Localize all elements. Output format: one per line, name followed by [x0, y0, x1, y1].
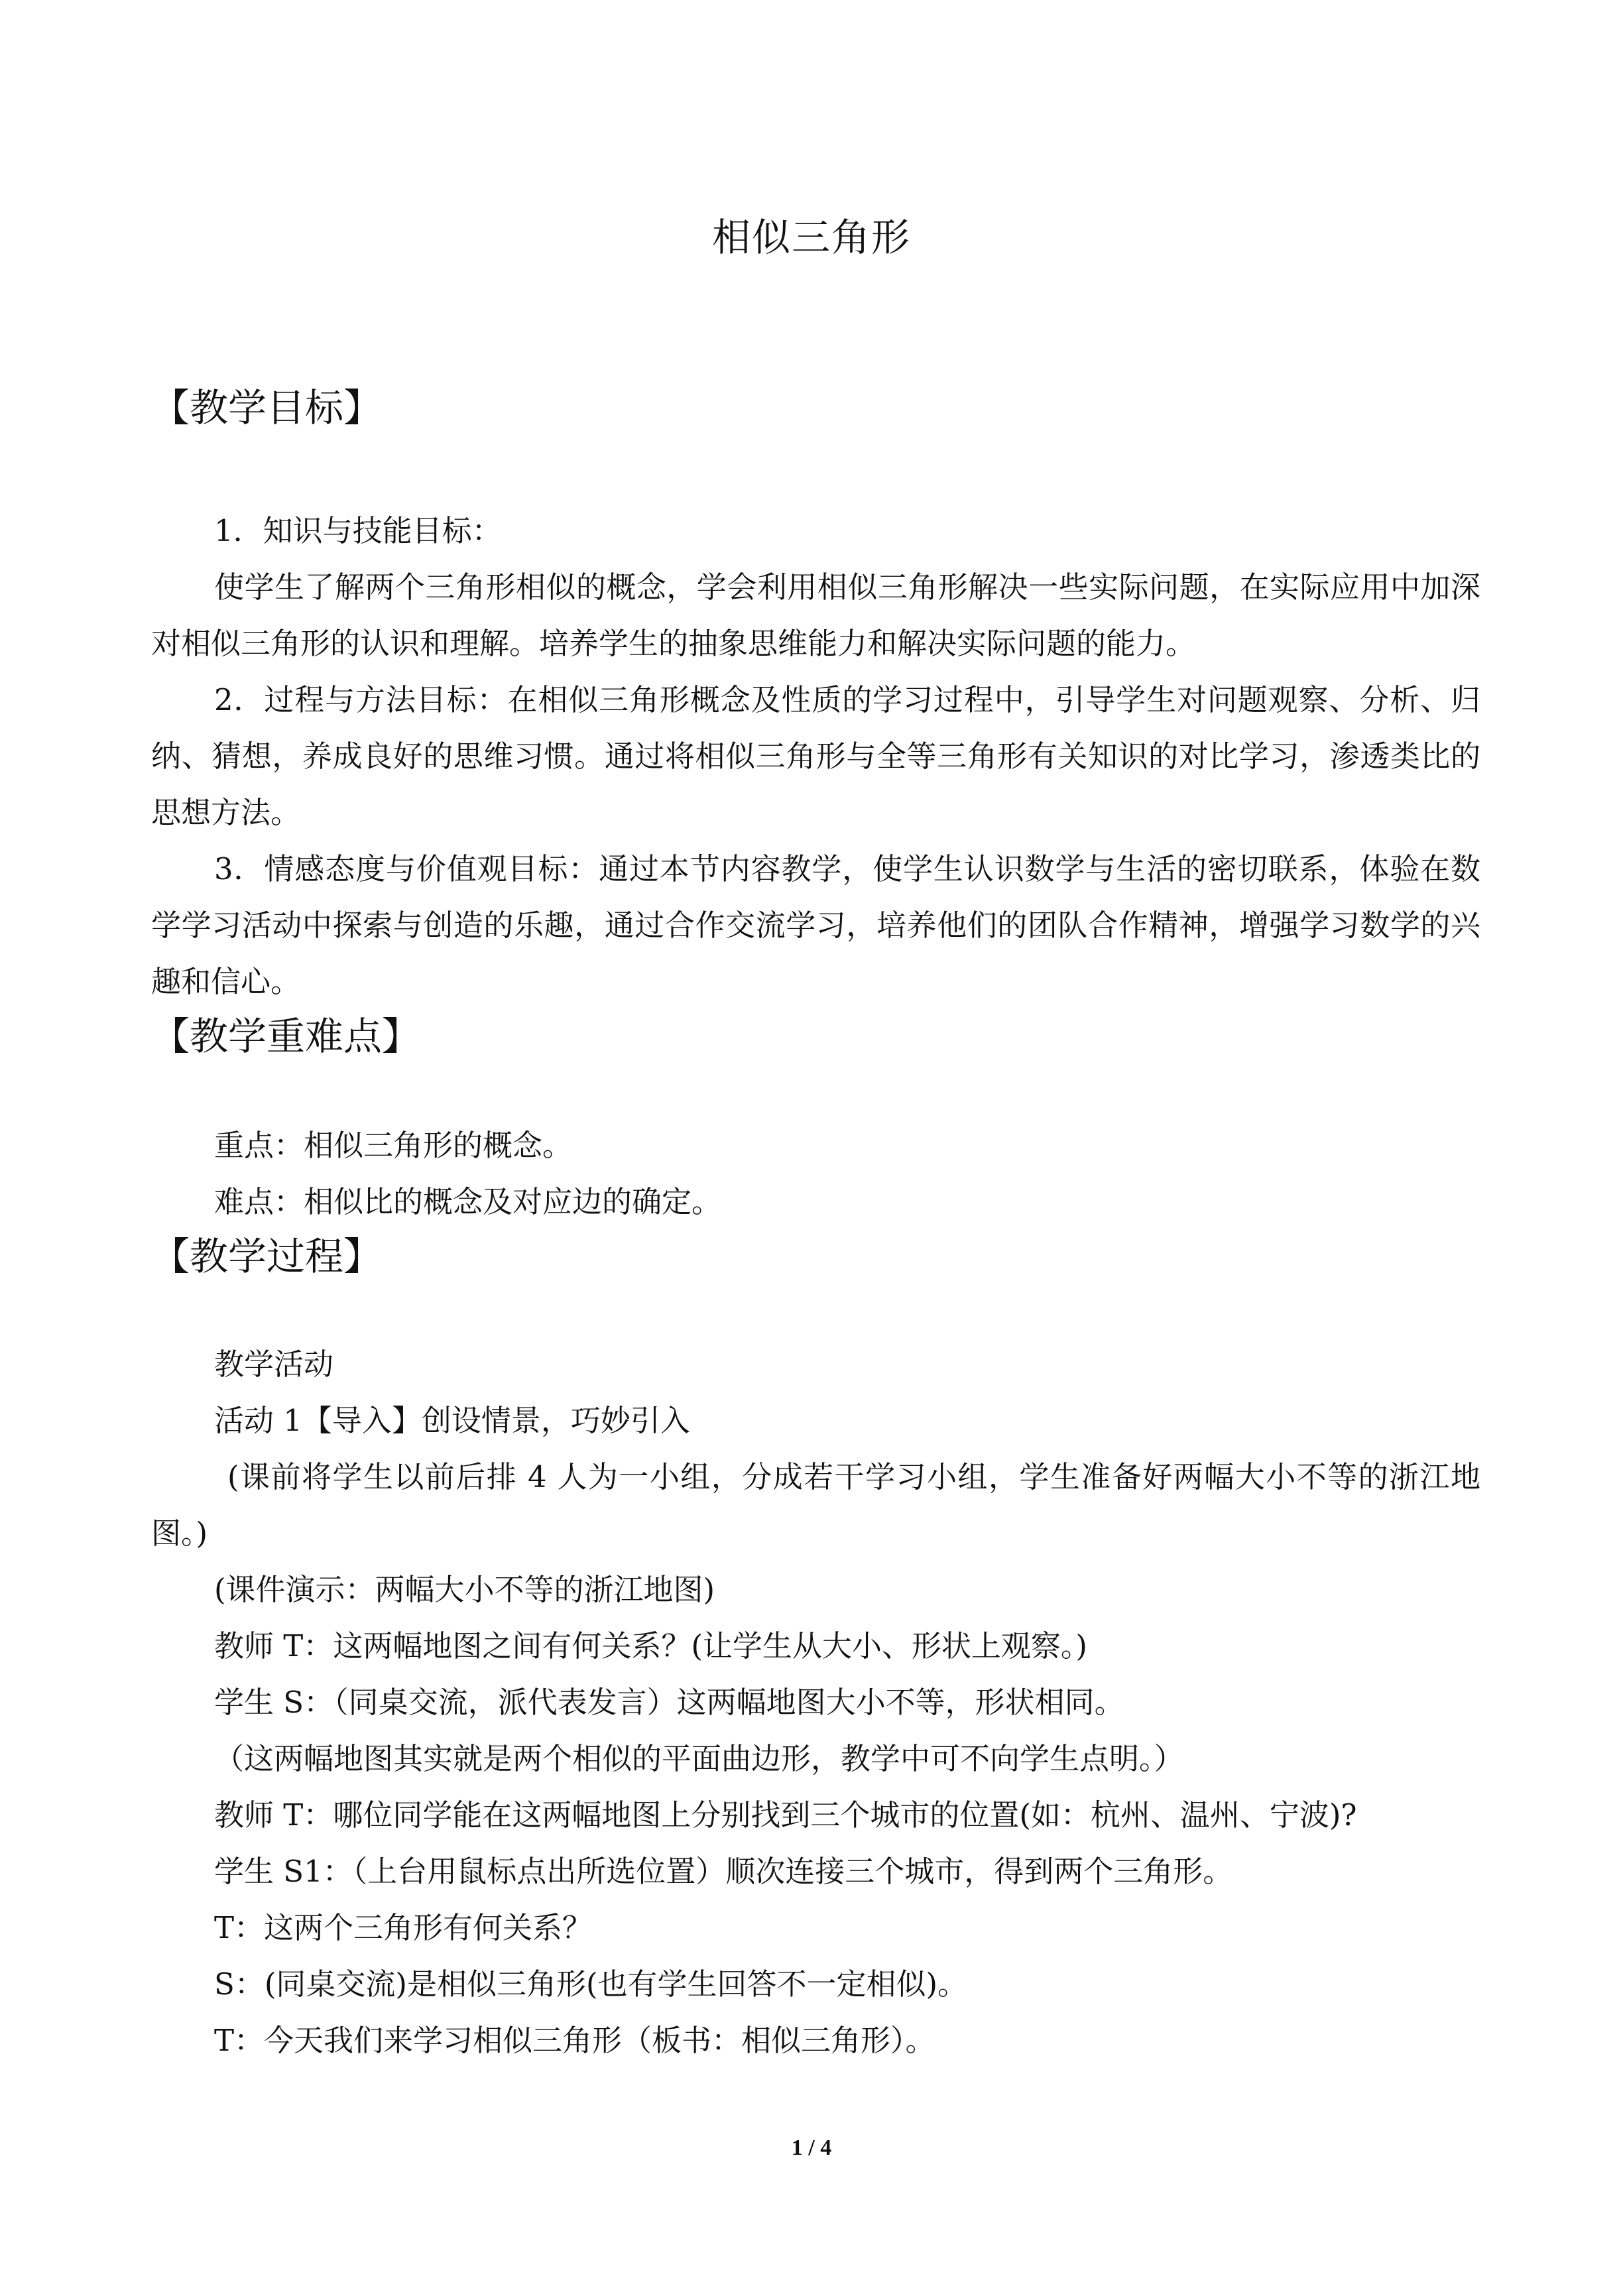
process-line: T：今天我们来学习相似三角形（板书：相似三角形）。	[214, 2023, 935, 2058]
process-line: 教学活动	[214, 1347, 334, 1382]
objective-1-text: 使学生了解两个三角形相似的概念，学会利用相似三角形解决一些实际问题，在实际应用中加深对相似三角形的认识和理解。培养学生的抽象思维能力和解决实际问题的能力。	[151, 570, 1480, 661]
process-line: 学生 S：（同桌交流，派代表发言）这两幅地图大小不等，形状相同。	[214, 1685, 1124, 1720]
process-line: 学生 S1：（上台用鼠标点出所选位置）顺次连接三个城市，得到两个三角形。	[214, 1854, 1233, 1889]
key-point: 重点：相似三角形的概念。	[214, 1128, 573, 1163]
process-line: (课件演示：两幅大小不等的浙江地图)	[214, 1572, 715, 1607]
process-line: （这两幅地图其实就是两个相似的平面曲边形，教学中可不向学生点明。）	[214, 1741, 1184, 1776]
process-line: (课前将学生以前后排 4 人为一小组，分成若干学习小组，学生准备好两幅大小不等的浙江地图。)	[151, 1459, 1480, 1551]
section-heading-key-points: 【教学重难点】	[151, 1014, 421, 1059]
section-heading-objectives: 【教学目标】	[151, 385, 383, 430]
difficulty-point: 难点：相似比的概念及对应边的确定。	[214, 1184, 722, 1219]
process-line: 活动 1【导入】创设情景，巧妙引入	[214, 1403, 690, 1438]
process-line: 教师 T：这两幅地图之间有何关系？(让学生从大小、形状上观察。)	[214, 1628, 1087, 1663]
document-title: 相似三角形	[711, 215, 911, 260]
process-line: S：(同桌交流)是相似三角形(也有学生回答不一定相似)。	[214, 1966, 968, 2002]
document-body	[151, 381, 1480, 2069]
objective-2-text: 2．过程与方法目标：在相似三角形概念及性质的学习过程中，引导学生对问题观察、分析、归纳、猜想，养成良好的思维习惯。通过将相似三角形与全等三角形有关知识的对比学习，渗透类比的思想方法。	[151, 682, 1480, 830]
objective-1-label: 1．知识与技能目标：	[214, 513, 502, 548]
section-heading-process: 【教学过程】	[151, 1234, 383, 1279]
process-line: T：这两个三角形有何关系？	[214, 1910, 593, 1945]
objective-3-text: 3．情感态度与价值观目标：通过本节内容教学，使学生认识数学与生活的密切联系，体验在数学学习活动中探索与创造的乐趣，通过合作交流学习，培养他们的团队合作精神，增强学习数学的兴趣和信心。	[151, 851, 1480, 999]
page-number: 1 / 4	[791, 2136, 832, 2160]
process-line: 教师 T：哪位同学能在这两幅地图上分别找到三个城市的位置(如：杭州、温州、宁波)?	[214, 1797, 1357, 1833]
